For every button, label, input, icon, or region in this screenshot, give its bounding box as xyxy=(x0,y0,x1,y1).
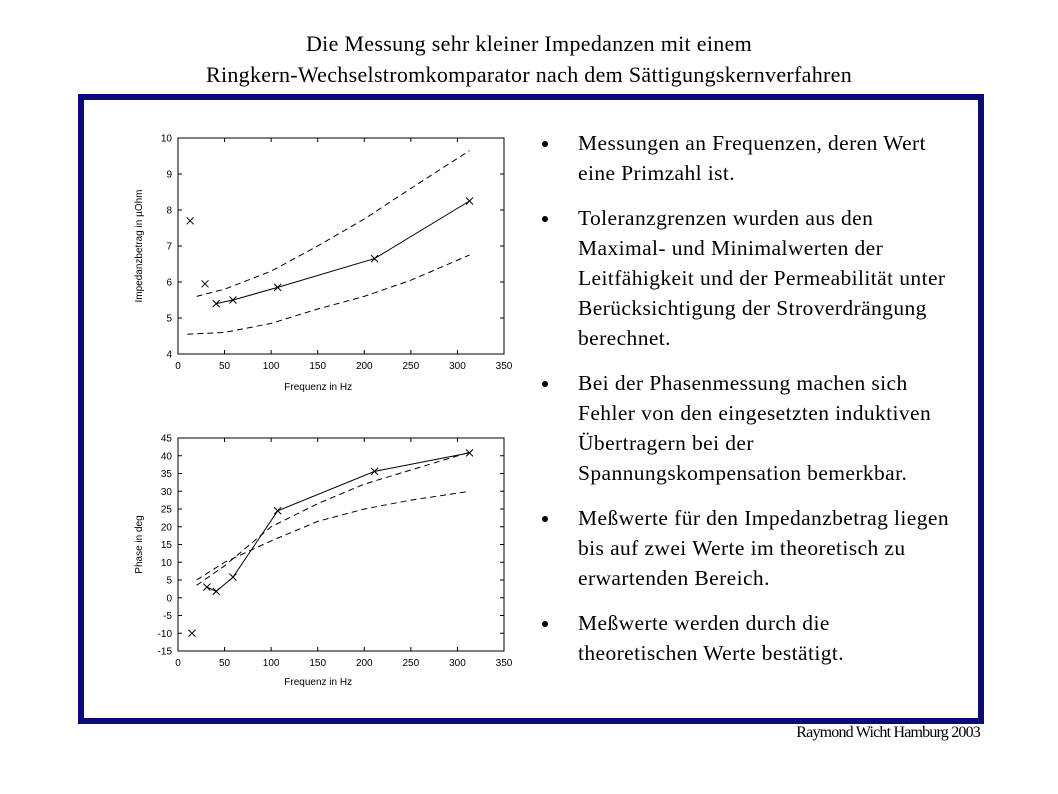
bullet-text: Messungen an Frequenzen, deren Wert eine Primzahl ist. xyxy=(578,131,926,185)
bullet-item xyxy=(542,203,952,353)
y-tick-label: -15 xyxy=(157,646,172,658)
plot-frame xyxy=(178,438,504,651)
x-tick-label: 200 xyxy=(355,361,373,372)
data-point-marker xyxy=(466,198,473,205)
bullet-text: Meßwerte werden durch die theoretischen Werte bestätigt. xyxy=(578,611,844,665)
content-frame xyxy=(78,94,984,724)
data-point-marker xyxy=(187,217,194,224)
bullet-dot-icon xyxy=(542,381,548,387)
y-tick-label: 30 xyxy=(160,486,172,498)
x-tick-label: 0 xyxy=(175,361,181,372)
y-tick-label: 0 xyxy=(166,593,172,605)
y-tick-label: 40 xyxy=(160,451,172,463)
tolerance-line xyxy=(197,151,470,297)
chart-1 xyxy=(134,134,513,394)
x-tick-label: 150 xyxy=(309,361,327,372)
data-point-marker xyxy=(274,284,281,291)
chart-2 xyxy=(134,434,513,689)
title-line-1: Die Messung sehr kleiner Impedanzen mit einem xyxy=(305,31,753,56)
bullet-dot-icon xyxy=(542,141,548,147)
bullet-dot-icon xyxy=(542,216,548,222)
y-tick-label: 8 xyxy=(166,205,172,217)
y-axis-label: Phase in deg xyxy=(134,515,145,574)
y-tick-label: 9 xyxy=(166,169,172,181)
data-point-marker xyxy=(188,630,195,637)
data-point-marker xyxy=(371,255,378,262)
x-axis-label: Frequenz in Hz xyxy=(284,382,353,393)
y-tick-label: 20 xyxy=(160,522,172,534)
data-point-marker xyxy=(229,297,236,304)
bullet-text: Toleranzgrenzen wurden aus den Maximal- und Minimalwerten der Leitfähigkeit und der Permeabilität unter Berücksichtigung der Stroverdrängung berechnet. xyxy=(578,206,946,350)
y-tick-label: 5 xyxy=(166,313,172,325)
bullet-item xyxy=(542,128,952,188)
x-tick-label: 50 xyxy=(219,361,231,372)
measured-line xyxy=(207,453,470,592)
bullet-item xyxy=(542,608,952,668)
y-tick-label: 10 xyxy=(160,133,172,145)
y-tick-label: -10 xyxy=(157,628,172,640)
data-point-marker xyxy=(229,574,236,581)
x-tick-label: 50 xyxy=(219,658,231,669)
bullet-dot-icon xyxy=(542,516,548,522)
y-tick-label: 5 xyxy=(166,575,172,587)
credit: Raymond Wicht Hamburg 2003 xyxy=(796,724,980,741)
plot-frame xyxy=(178,138,504,354)
y-tick-label: 6 xyxy=(166,277,172,289)
x-tick-label: 350 xyxy=(495,658,513,669)
tolerance-line xyxy=(197,452,470,585)
tolerance-line xyxy=(197,491,470,580)
data-point-marker xyxy=(274,507,281,514)
y-tick-label: 35 xyxy=(160,469,172,480)
x-tick-label: 100 xyxy=(262,658,280,669)
y-tick-label: 45 xyxy=(160,433,172,445)
x-tick-label: 150 xyxy=(309,658,327,669)
x-tick-label: 250 xyxy=(402,361,420,372)
x-axis-label: Frequenz in Hz xyxy=(284,677,353,688)
data-point-marker xyxy=(213,588,220,595)
x-tick-label: 200 xyxy=(355,658,373,669)
bullet-text: Bei der Phasenmessung machen sich Fehler von den eingesetzten induktiven Übertragern bei der Spannungskompensation bemerkbar. xyxy=(578,371,932,485)
measured-line xyxy=(216,201,469,304)
y-tick-label: 10 xyxy=(160,557,172,569)
x-tick-label: 350 xyxy=(495,361,513,372)
y-tick-label: -5 xyxy=(163,611,172,622)
data-point-marker xyxy=(202,280,209,287)
x-tick-label: 250 xyxy=(402,658,420,669)
y-tick-label: 15 xyxy=(160,540,172,551)
y-tick-label: 4 xyxy=(166,349,172,361)
y-tick-label: 7 xyxy=(166,241,172,253)
y-tick-label: 25 xyxy=(160,504,172,516)
x-tick-label: 300 xyxy=(449,361,466,372)
bullet-item xyxy=(542,368,952,488)
bullet-item xyxy=(542,503,952,593)
bullet-list xyxy=(542,128,952,683)
x-tick-label: 0 xyxy=(175,658,181,669)
bullet-dot-icon xyxy=(542,621,548,627)
x-tick-label: 100 xyxy=(262,361,280,372)
data-point-marker xyxy=(213,300,220,307)
slide-title xyxy=(0,28,1058,90)
data-point-marker xyxy=(203,584,210,591)
x-tick-label: 300 xyxy=(449,658,466,669)
tolerance-line xyxy=(187,255,469,334)
bullet-text: Meßwerte für den Impedanzbetrag liegen bis auf zwei Werte im theoretisch zu erwartenden Bereich. xyxy=(578,506,949,590)
title-line-2: Ringkern-Wechselstromkomparator nach dem Sättigungskernverfahren xyxy=(205,62,853,87)
y-axis-label: Impedanzbetrag in µOhm xyxy=(134,189,145,303)
